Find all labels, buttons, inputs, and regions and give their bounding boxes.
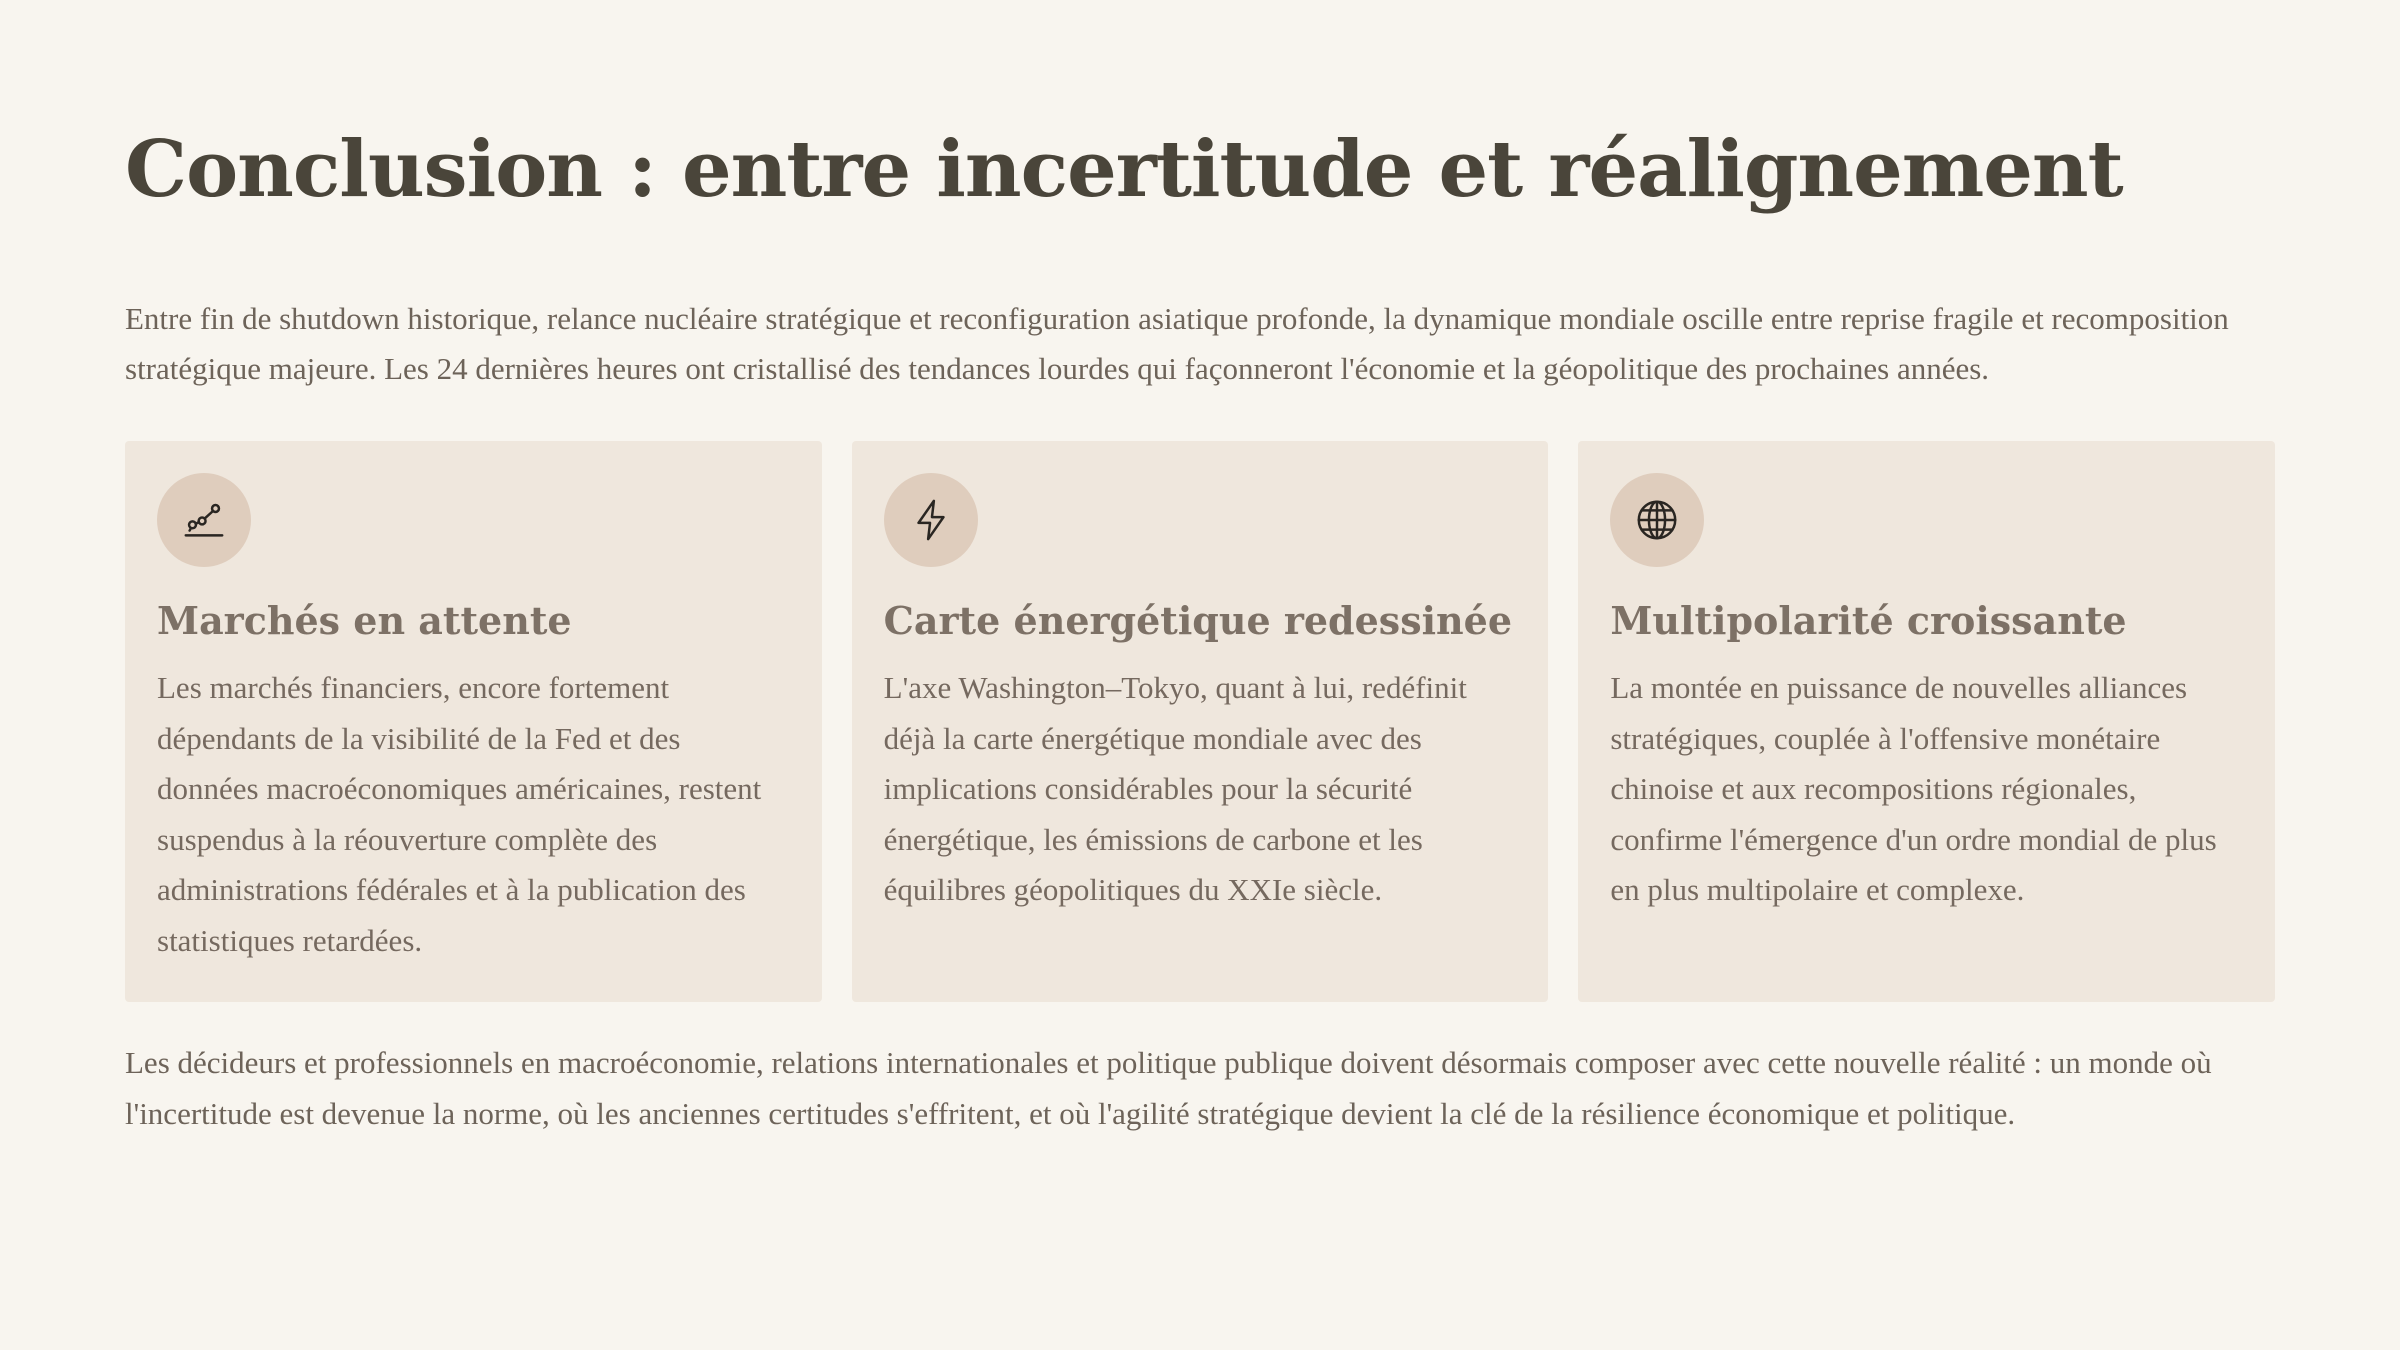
intro-paragraph: Entre fin de shutdown historique, relance nucléaire stratégique et reconfiguration asiatique profonde, la dynamique mondiale oscille entre reprise fragile et recomposition stratégique majeure. Les 24 dernières heures ont cristallisé des tendances lourdes qui façonneront l'économie et la géopolitique des prochaines années.: [125, 301, 2229, 386]
closing-paragraph: Les décideurs et professionnels en macroéconomie, relations internationales et politique publique doivent désormais composer avec cette nouvelle réalité : un monde où l'incertitude est devenue la norme, où les anciennes certitudes s'effritent, et où l'agilité stratégique devient la clé de la résilience économique et politique.: [125, 1045, 2212, 1131]
globe-icon: [1634, 497, 1680, 543]
card-markets: [125, 441, 822, 1002]
card-title: Marchés en attente: [157, 598, 572, 643]
card-multipolarity: [1578, 441, 2275, 1002]
trend-chart-icon: [181, 497, 227, 543]
page-title: Conclusion : entre incertitude et réalignement: [125, 124, 2123, 215]
card-title: Carte énergétique redessinée: [883, 598, 1513, 643]
icon-badge: [1610, 473, 1704, 567]
card-text: Les marchés financiers, encore fortement dépendants de la visibilité de la Fed et des données macroéconomiques américaines, restent suspendus à la réouverture complète des administrations fédérales et à la publication des statistiques retardées.: [157, 670, 762, 958]
card-text: L'axe Washington–Tokyo, quant à lui, redéfinit déjà la carte énergétique mondiale avec des implications considérables pour la sécurité énergétique, les émissions de carbone et les équilibres géopolitiques du XXIe siècle.: [883, 670, 1467, 907]
icon-badge: [157, 473, 251, 567]
icon-badge: [884, 473, 978, 567]
card-energy: [852, 441, 1549, 1002]
lightning-bolt-icon: [908, 497, 954, 543]
card-title: Multipolarité croissante: [1610, 598, 2127, 643]
cards-row: [125, 441, 2275, 1002]
card-text: La montée en puissance de nouvelles alliances stratégiques, couplée à l'offensive monétaire chinoise et aux recompositions régionales, confirme l'émergence d'un ordre mondial de plus en plus multipolaire et complexe.: [1610, 670, 2217, 907]
